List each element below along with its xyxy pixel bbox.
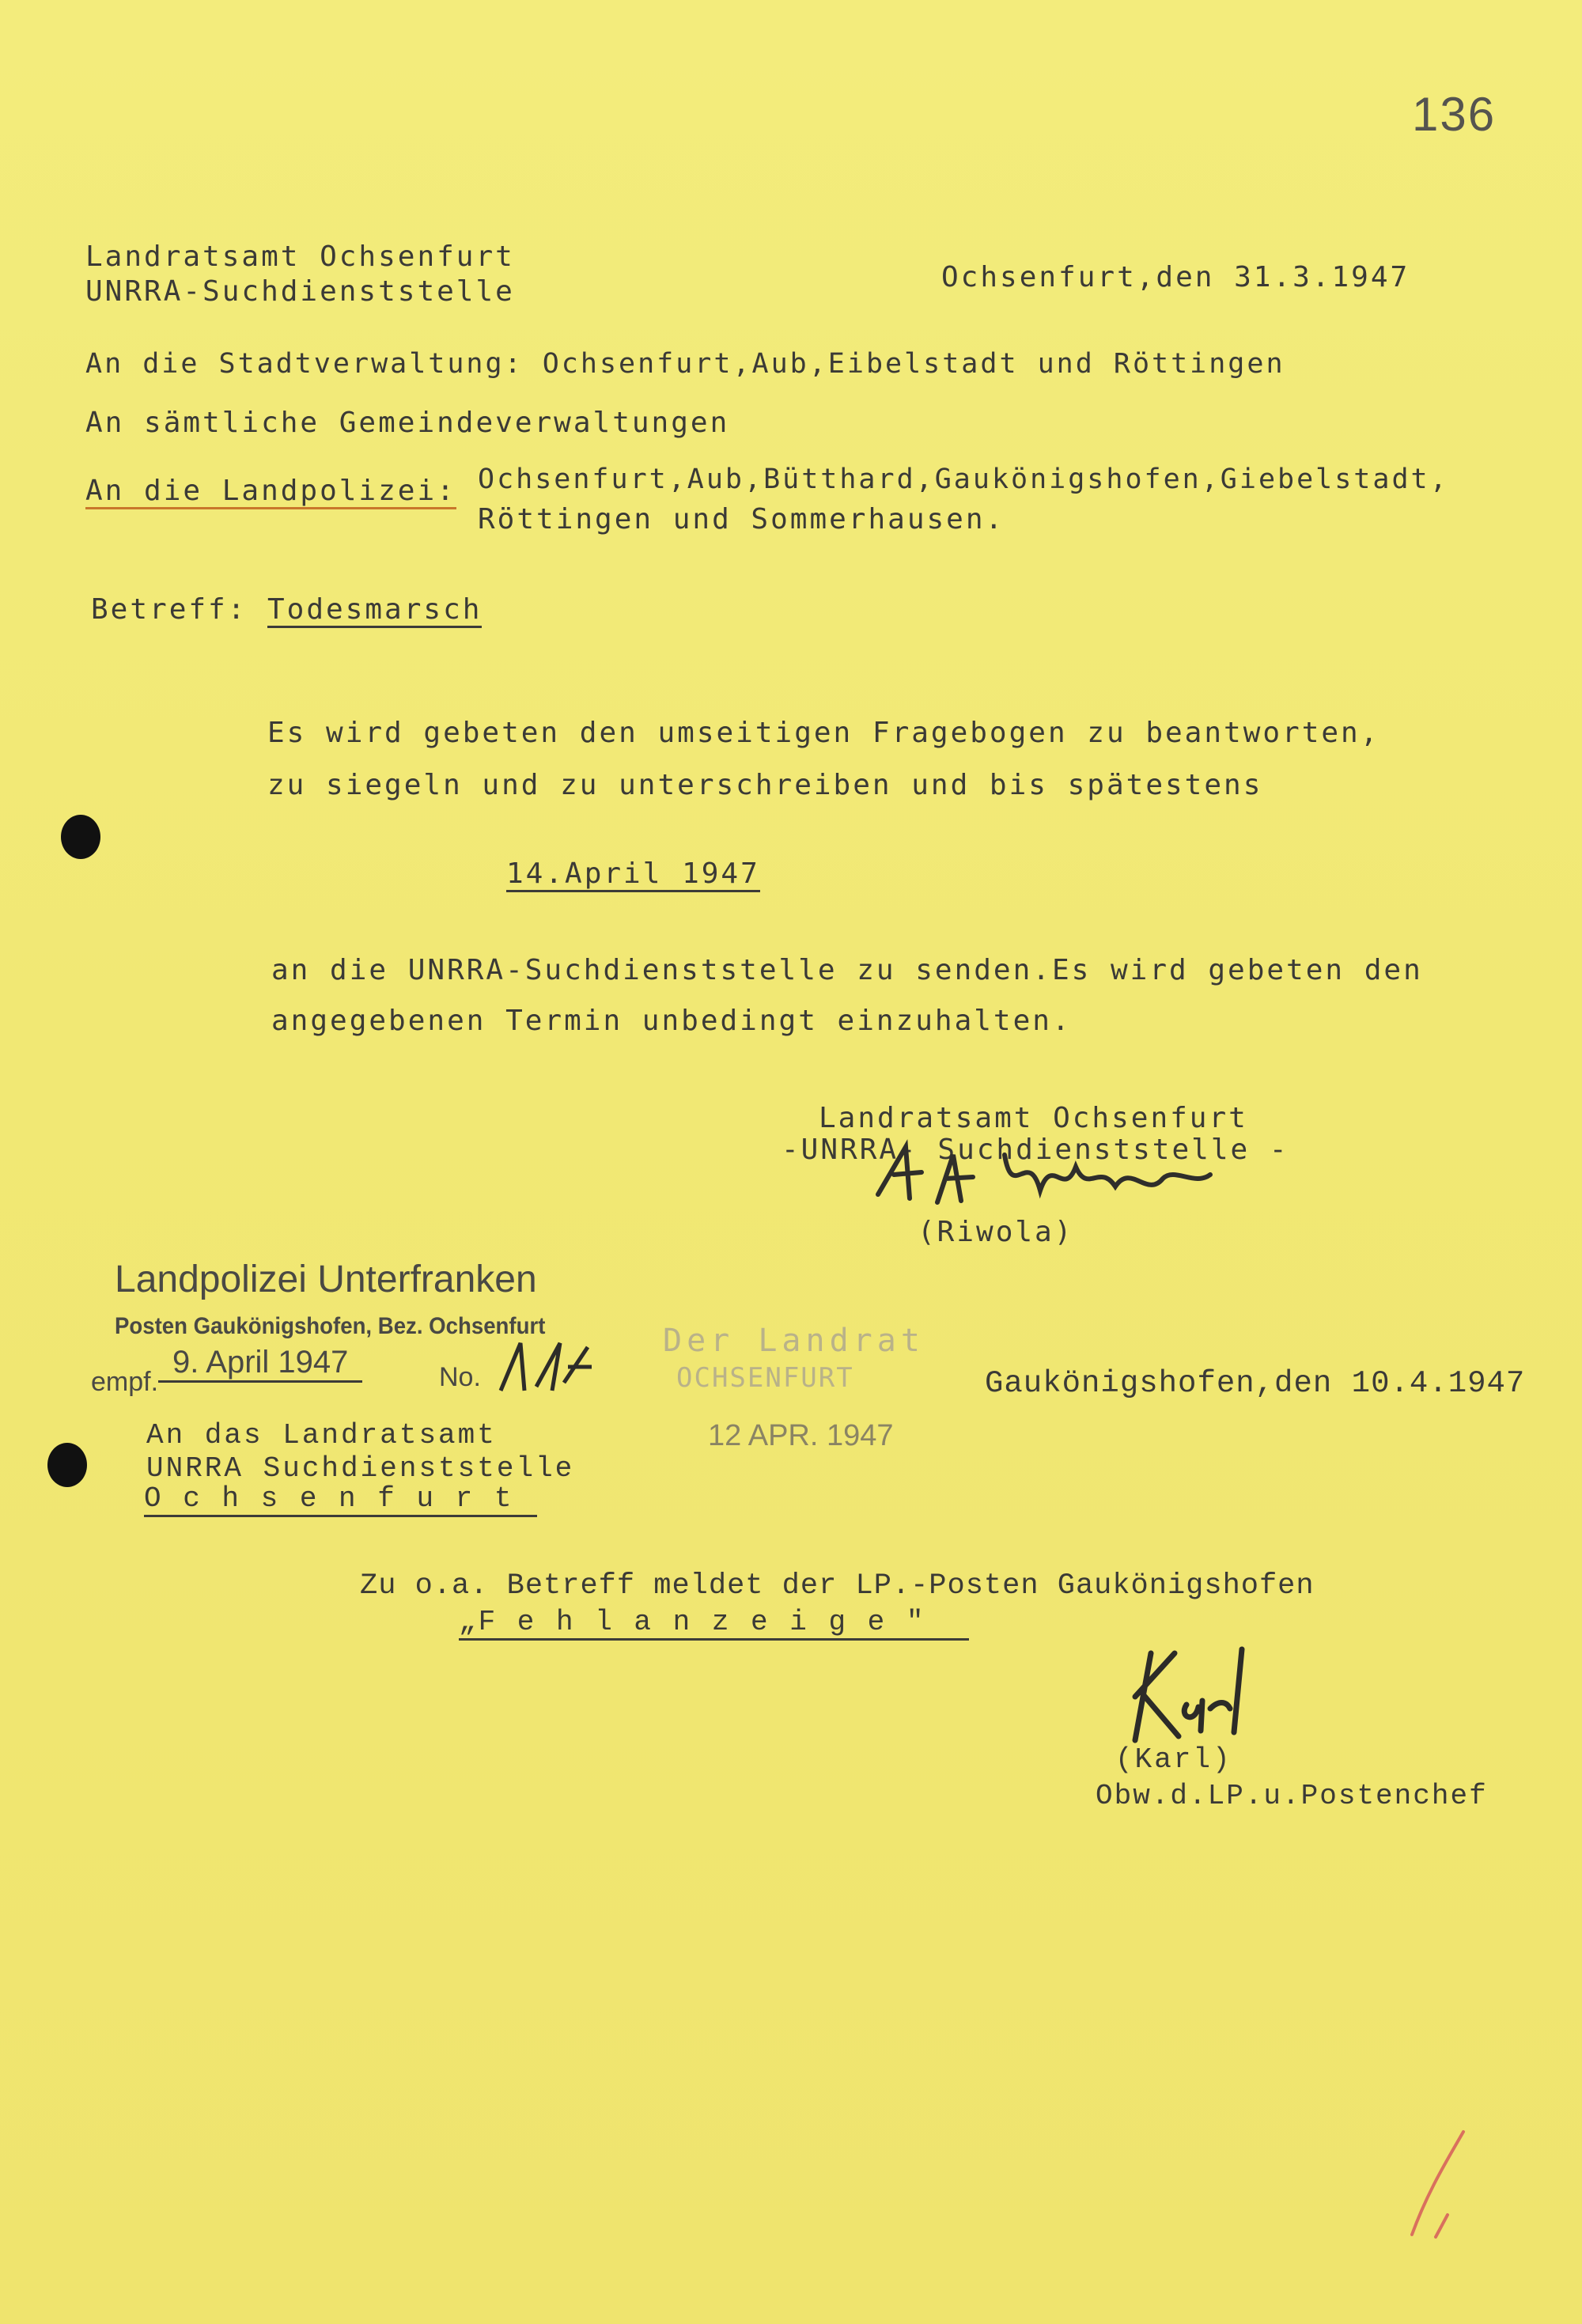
landrat-stamp-line1: Der Landrat — [663, 1323, 925, 1359]
recipient-police-line1: Ochsenfurt,Aub,Bütthard,Gaukönigshofen,Giebelstadt, — [478, 464, 1449, 495]
police-stamp-title: Landpolizei Unterfranken — [115, 1259, 537, 1300]
subject-value: Todesmarsch — [267, 593, 482, 628]
signature-office-line1: Landratsamt Ochsenfurt — [819, 1102, 1248, 1134]
reply-signature-name: (Karl) — [1115, 1743, 1232, 1776]
body-line2: zu siegeln und zu unterschreiben und bis spätestens — [267, 769, 1263, 801]
reply-signature-title: Obw.d.LP.u.Postenchef — [1096, 1780, 1488, 1812]
police-stamp-no-label: No. — [439, 1362, 481, 1392]
punch-hole-top — [61, 815, 100, 859]
reply-address-line3: O c h s e n f u r t — [144, 1482, 537, 1517]
reply-address-line2: UNRRA Suchdienststelle — [146, 1452, 575, 1485]
recipient-police-line2: Röttingen und Sommerhausen. — [478, 503, 1005, 536]
subject-label: Betreff: — [91, 593, 248, 626]
page-number: 136 — [1412, 88, 1497, 141]
red-pencil-mark — [1404, 2128, 1475, 2246]
deadline-date: 14.April 1947 — [506, 857, 760, 892]
body-line4: angegebenen Termin unbedingt einzuhalten. — [271, 1005, 1072, 1037]
recipient-police-label: An die Landpolizei: — [85, 475, 456, 509]
letterhead-line1: Landratsamt Ochsenfurt — [85, 240, 515, 273]
letterhead-line2: UNRRA-Suchdienststelle — [85, 275, 515, 308]
place-date: Ochsenfurt,den 31.3.1947 — [941, 261, 1410, 293]
karl-signature — [1107, 1637, 1281, 1748]
signature-name: (Riwola) — [918, 1216, 1074, 1248]
riwola-signature — [862, 1131, 1226, 1218]
reply-place-date: Gaukönigshofen,den 10.4.1947 — [985, 1366, 1526, 1401]
body-line1: Es wird gebeten den umseitigen Fragebogen zu beantworten, — [267, 717, 1380, 749]
punch-hole-bottom — [47, 1443, 87, 1487]
reply-address-line1: An das Landratsamt — [146, 1419, 497, 1452]
landrat-stamp-line2: OCHSENFURT — [676, 1362, 854, 1394]
reply-text: Zu o.a. Betreff meldet der LP.-Posten Gaukönigshofen — [360, 1569, 1315, 1603]
reply-report: „F e h l a n z e i g e " — [459, 1606, 969, 1641]
recipient-city: An die Stadtverwaltung: Ochsenfurt,Aub,Eibelstadt und Röttingen — [85, 348, 1285, 380]
landrat-stamp-date: 12 APR. 1947 — [708, 1419, 894, 1452]
police-stamp-number-handwritten — [489, 1335, 600, 1399]
signature-office-line2: -UNRRA- Suchdienststelle - — [782, 1134, 1289, 1166]
recipient-municipal: An sämtliche Gemeindeverwaltungen — [85, 407, 730, 439]
police-stamp-post: Posten Gaukönigshofen, Bez. Ochsenfurt — [115, 1313, 546, 1339]
body-line3: an die UNRRA-Suchdienststelle zu senden.Es wird gebeten den — [271, 954, 1423, 986]
police-stamp-received-date: 9. April 1947 — [158, 1345, 362, 1383]
police-stamp-received-label: empf. — [91, 1367, 159, 1397]
